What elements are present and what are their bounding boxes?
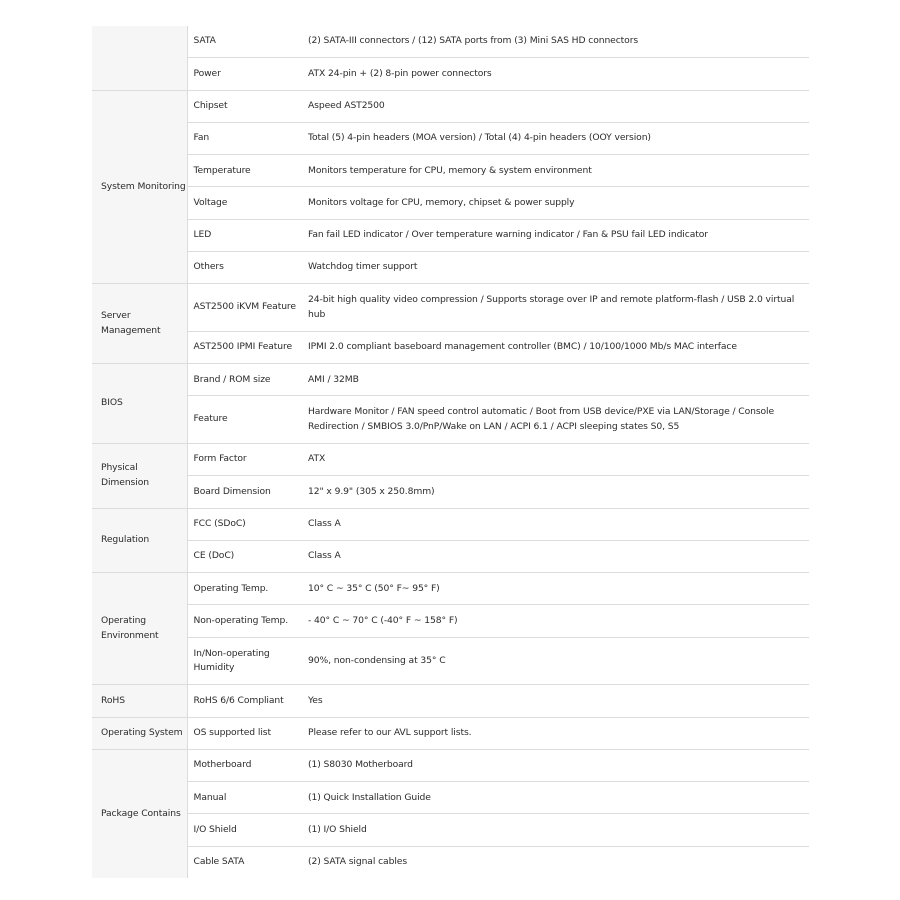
category-cell: RoHS xyxy=(92,685,187,717)
table-row xyxy=(92,508,809,540)
feature-cell: RoHS 6/6 Compliant xyxy=(187,685,304,717)
feature-cell: SATA xyxy=(187,26,304,58)
value-cell: Watchdog timer support xyxy=(304,252,809,284)
value-cell: Monitors voltage for CPU, memory, chipset & power supply xyxy=(304,187,809,219)
feature-cell: Non-operating Temp. xyxy=(187,605,304,637)
value-cell: Class A xyxy=(304,540,809,572)
table-row xyxy=(92,605,809,637)
table-row xyxy=(92,284,809,332)
table-row xyxy=(92,573,809,605)
value-cell: Yes xyxy=(304,685,809,717)
table-row xyxy=(92,540,809,572)
feature-cell: Form Factor xyxy=(187,443,304,475)
feature-cell: I/O Shield xyxy=(187,814,304,846)
category-cell: Server Management xyxy=(92,284,187,364)
table-row xyxy=(92,637,809,685)
feature-cell: Motherboard xyxy=(187,749,304,781)
table-row xyxy=(92,364,809,396)
value-cell: ATX 24-pin + (2) 8-pin power connectors xyxy=(304,58,809,90)
value-cell: 10° C ~ 35° C (50° F~ 95° F) xyxy=(304,573,809,605)
table-row xyxy=(92,685,809,717)
value-cell: (1) Quick Installation Guide xyxy=(304,782,809,814)
table-row xyxy=(92,717,809,749)
table-row xyxy=(92,219,809,251)
feature-cell: Others xyxy=(187,252,304,284)
value-cell: (1) I/O Shield xyxy=(304,814,809,846)
feature-cell: Manual xyxy=(187,782,304,814)
value-cell: Please refer to our AVL support lists. xyxy=(304,717,809,749)
value-cell: (2) SATA-III connectors / (12) SATA ports from (3) Mini SAS HD connectors xyxy=(304,26,809,58)
table-row xyxy=(92,749,809,781)
value-cell: 90%, non-condensing at 35° C xyxy=(304,637,809,685)
category-cell: Operating System xyxy=(92,717,187,749)
feature-cell: Operating Temp. xyxy=(187,573,304,605)
category-cell xyxy=(92,26,187,90)
table-row xyxy=(92,252,809,284)
category-cell: Operating Environment xyxy=(92,573,187,685)
table-row xyxy=(92,331,809,363)
feature-cell: Voltage xyxy=(187,187,304,219)
feature-cell: OS supported list xyxy=(187,717,304,749)
feature-cell: CE (DoC) xyxy=(187,540,304,572)
feature-cell: Cable SATA xyxy=(193,856,245,868)
value-cell: Monitors temperature for CPU, memory & system environment xyxy=(304,155,809,187)
value-cell: Fan fail LED indicator / Over temperature warning indicator / Fan & PSU fail LED indicator xyxy=(304,219,809,251)
table-row xyxy=(92,396,809,444)
table-row xyxy=(92,58,809,90)
value-cell: (1) S8030 Motherboard xyxy=(304,749,809,781)
feature-cell: AST2500 iKVM Feature xyxy=(187,284,304,332)
category-cell: Regulation xyxy=(92,508,187,573)
category-cell: Package Contains xyxy=(92,749,187,878)
category-cell: Physical Dimension xyxy=(92,443,187,508)
table-row xyxy=(92,122,809,154)
value-cell: Aspeed AST2500 xyxy=(304,90,809,122)
value-cell: (2) SATA signal cables xyxy=(308,856,408,868)
value-cell: - 40° C ~ 70° C (-40° F ~ 158° F) xyxy=(304,605,809,637)
category-cell: System Monitoring xyxy=(92,90,187,284)
value-cell: Class A xyxy=(304,508,809,540)
value-cell: AMI / 32MB xyxy=(304,364,809,396)
feature-cell: Board Dimension xyxy=(187,476,304,508)
feature-cell: FCC (SDoC) xyxy=(187,508,304,540)
feature-cell: Feature xyxy=(187,396,304,444)
spec-table xyxy=(92,26,809,878)
value-cell: Total (5) 4-pin headers (MOA version) / Total (4) 4-pin headers (OOY version) xyxy=(304,122,809,154)
table-row xyxy=(92,814,809,846)
feature-cell: Fan xyxy=(187,122,304,154)
feature-cell: AST2500 IPMI Feature xyxy=(187,331,304,363)
value-cell: 24-bit high quality video compression / Supports storage over IP and remote platform-flash / USB 2.0 virtual hub xyxy=(304,284,809,332)
table-row xyxy=(92,443,809,475)
value-cell: ATX xyxy=(304,443,809,475)
feature-cell: Brand / ROM size xyxy=(187,364,304,396)
table-row xyxy=(92,187,809,219)
value-cell: IPMI 2.0 compliant baseboard management controller (BMC) / 10/100/1000 Mb/s MAC interface xyxy=(304,331,809,363)
value-cell: Hardware Monitor / FAN speed control automatic / Boot from USB device/PXE via LAN/Storage / Console Redirection / SMBIOS 3.0/PnP/Wake on LAN / ACPI 6.1 / ACPI sleeping states S0, S5 xyxy=(304,396,809,444)
feature-cell: Chipset xyxy=(187,90,304,122)
feature-cell: LED xyxy=(187,219,304,251)
category-cell: BIOS xyxy=(92,364,187,444)
feature-cell: In/Non-operating Humidity xyxy=(187,637,304,685)
table-row xyxy=(92,26,809,58)
table-row xyxy=(92,155,809,187)
feature-cell: Temperature xyxy=(187,155,304,187)
table-row xyxy=(92,782,809,814)
table-row xyxy=(92,90,809,122)
feature-cell: Power xyxy=(187,58,304,90)
table-row xyxy=(92,846,809,878)
value-cell: 12" x 9.9" (305 x 250.8mm) xyxy=(304,476,809,508)
table-row xyxy=(92,476,809,508)
